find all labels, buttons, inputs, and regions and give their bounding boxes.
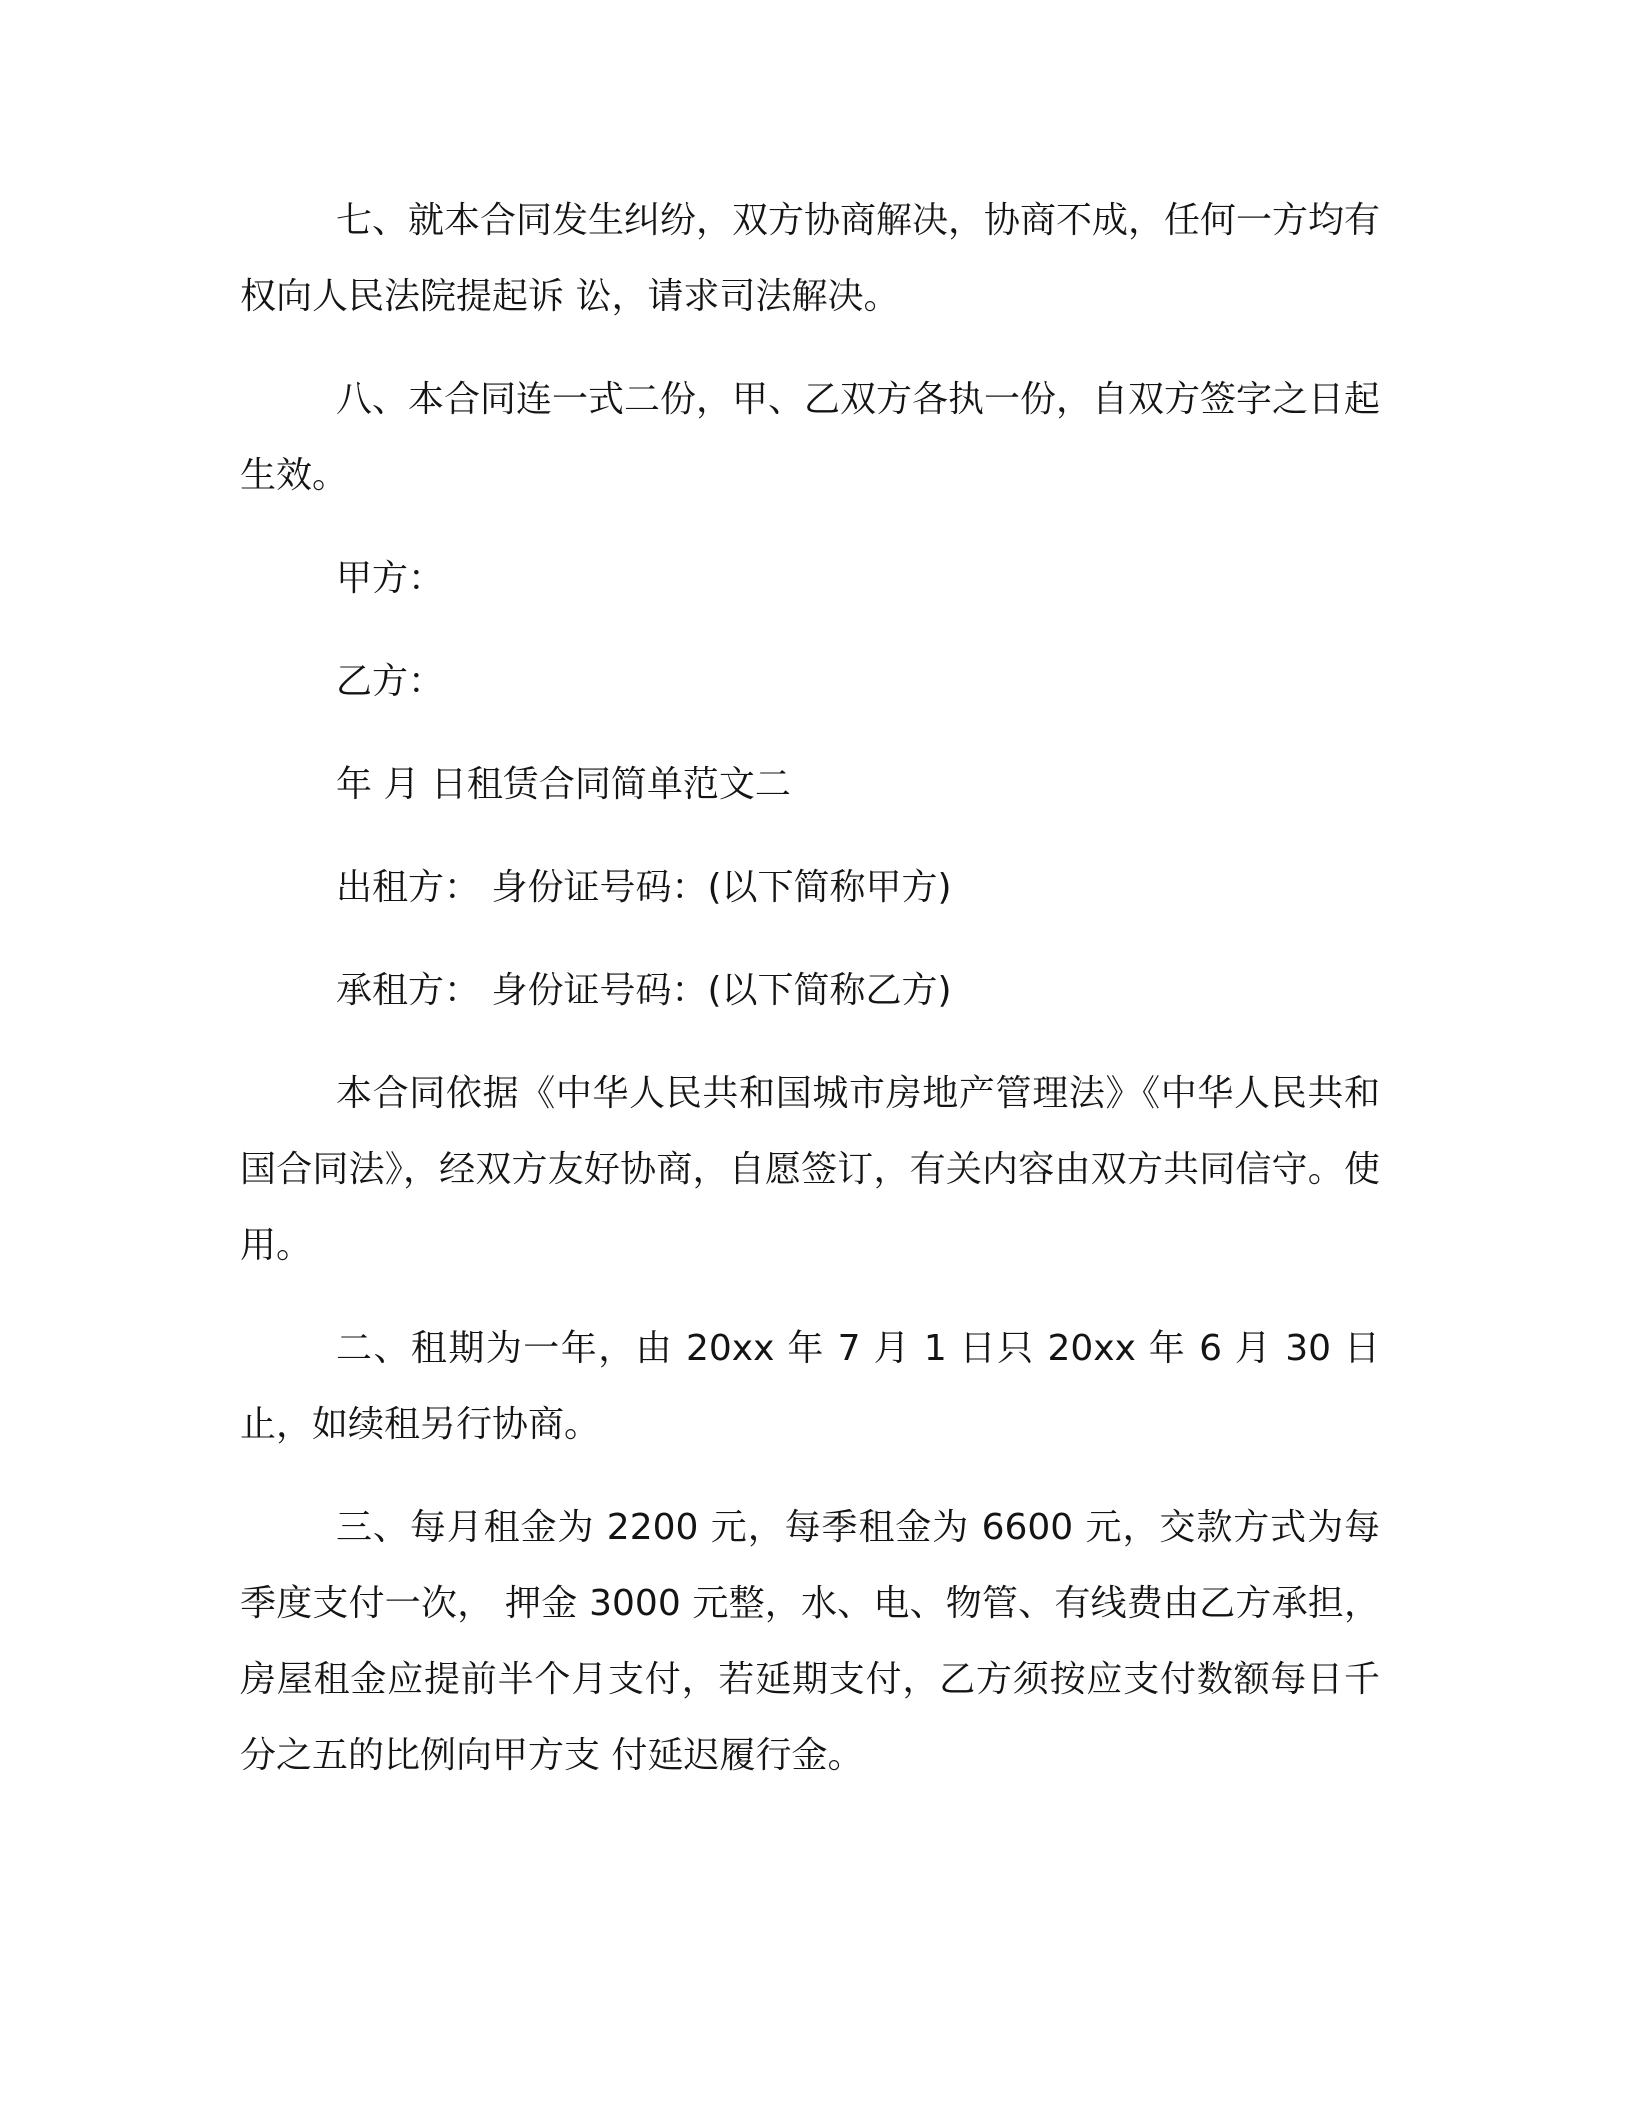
clause-eight: 八、本合同连一式二份，甲、乙双方各执一份，自双方签字之日起生效。 bbox=[240, 379, 1381, 496]
lessor-line: 出租方： 身份证号码：(以下简称甲方) bbox=[336, 867, 952, 908]
party-b-signature: 乙方： bbox=[336, 661, 445, 702]
lessee-line: 承租方： 身份证号码：(以下简称乙方) bbox=[336, 970, 952, 1011]
clause-two-term: 二、租期为一年，由 20xx 年 7 月 1 日只 20xx 年 6 月 30 日止，如续租另行协商。 bbox=[240, 1328, 1380, 1445]
clause-three-rent: 三、每月租金为 2200 元，每季租金为 6600 元，交款方式为每季度支付一次， 押金 3000 元整，水、电、物管、有线费由乙方承担，房屋租金应提前半个月支付，若延期支付，乙方须按应支付数额每日千分之五的比例向甲方支 付延迟履行金。 bbox=[240, 1507, 1380, 1776]
party-a-signature: 甲方： bbox=[336, 558, 445, 599]
clause-seven: 七、就本合同发生纠纷，双方协商解决，协商不成，任何一方均有权向人民法院提起诉 讼，请求司法解决。 bbox=[240, 200, 1381, 317]
contract-basis: 本合同依据《中华人民共和国城市房地产管理法》《中华人民共和国合同法》，经双方友好协商，自愿签订，有关内容由双方共同信守。使用。 bbox=[240, 1073, 1380, 1266]
date-and-title: 年 月 日租赁合同简单范文二 bbox=[336, 764, 791, 805]
document-body bbox=[240, 183, 1380, 1821]
